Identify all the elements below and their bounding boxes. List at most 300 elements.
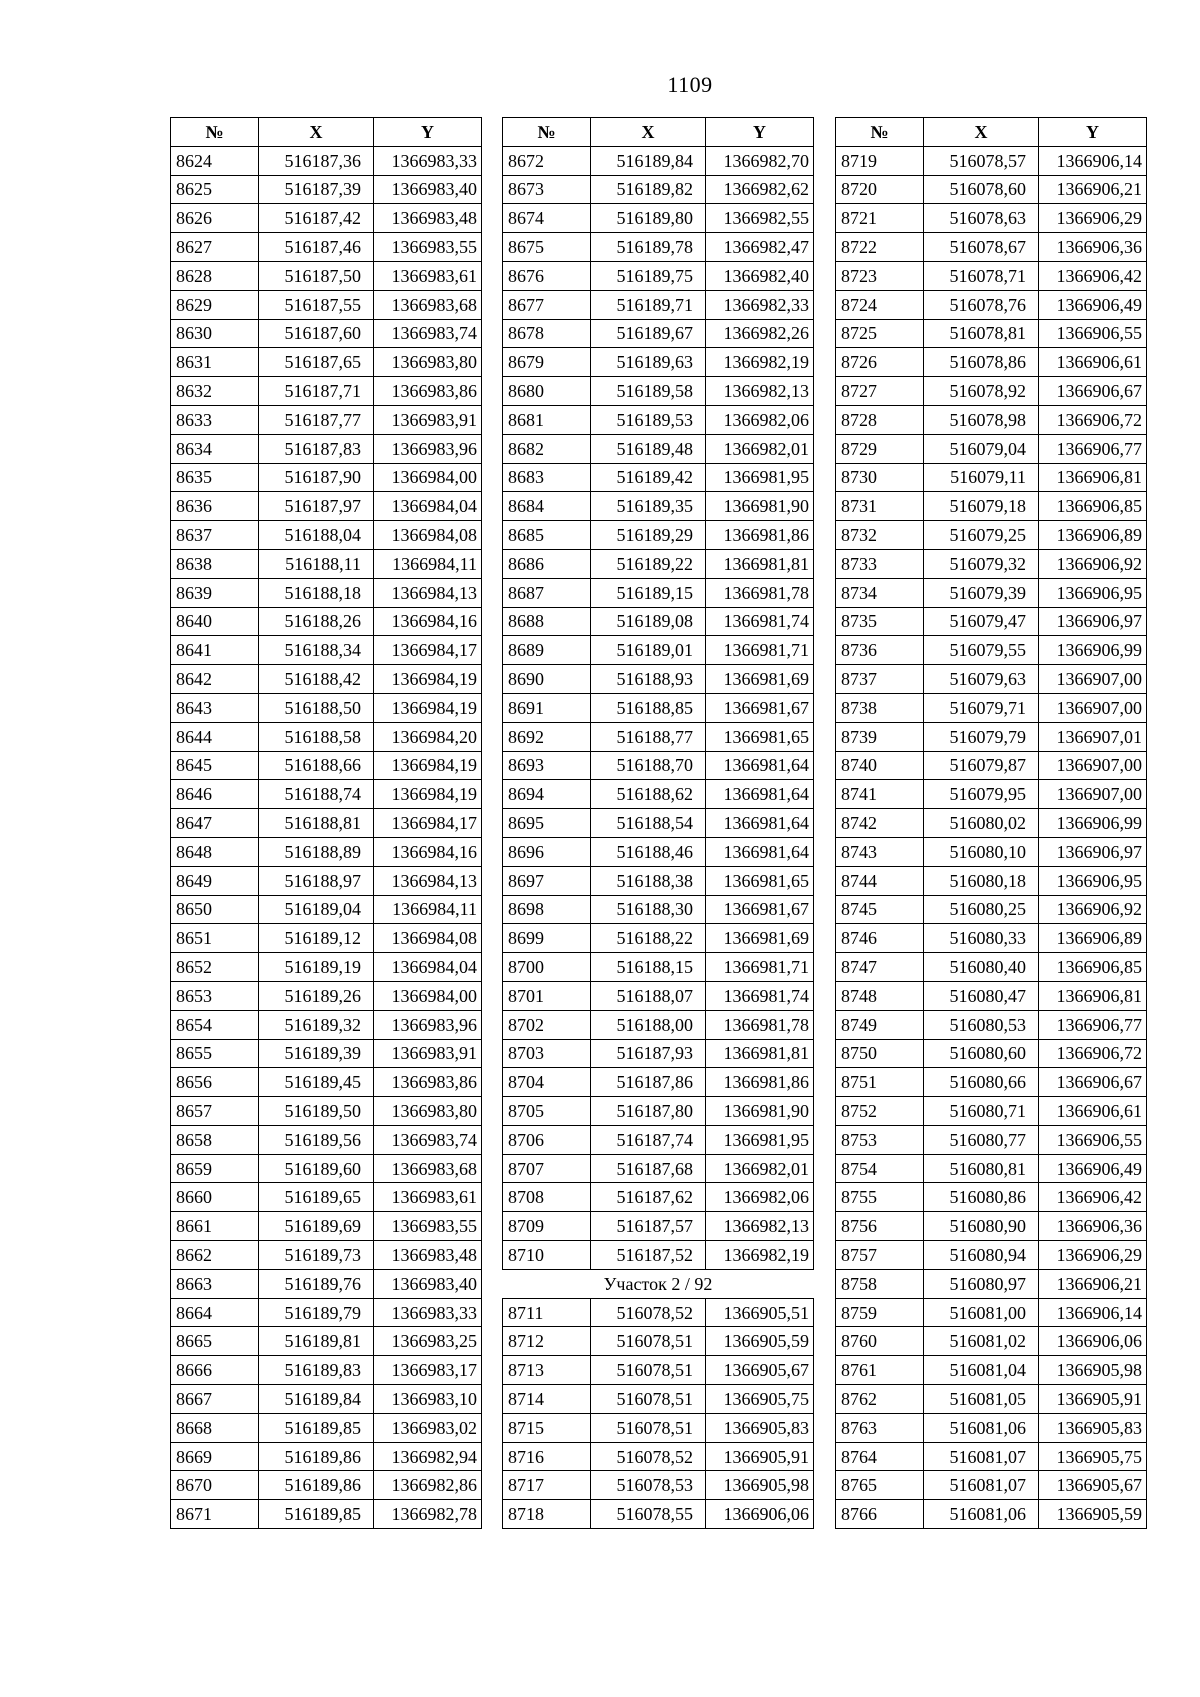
x-coordinate-cell: 516187,55 bbox=[259, 290, 374, 319]
header-x: X bbox=[924, 118, 1039, 147]
point-number-cell: 8633 bbox=[171, 405, 259, 434]
y-coordinate-cell: 1366906,85 bbox=[1039, 492, 1147, 521]
x-coordinate-cell: 516188,38 bbox=[591, 866, 706, 895]
y-coordinate-cell: 1366906,95 bbox=[1039, 578, 1147, 607]
table-row bbox=[171, 780, 482, 809]
table-row bbox=[503, 521, 814, 550]
y-coordinate-cell: 1366906,61 bbox=[1039, 1097, 1147, 1126]
y-coordinate-cell: 1366983,68 bbox=[374, 290, 482, 319]
point-number-cell: 8699 bbox=[503, 924, 591, 953]
point-number-cell: 8644 bbox=[171, 722, 259, 751]
x-coordinate-cell: 516189,86 bbox=[259, 1442, 374, 1471]
table-row bbox=[171, 1241, 482, 1270]
table-row bbox=[836, 146, 1147, 175]
y-coordinate-cell: 1366984,11 bbox=[374, 549, 482, 578]
y-coordinate-cell: 1366981,95 bbox=[706, 463, 814, 492]
y-coordinate-cell: 1366981,71 bbox=[706, 953, 814, 982]
table-row bbox=[836, 434, 1147, 463]
point-number-cell: 8732 bbox=[836, 521, 924, 550]
point-number-cell: 8727 bbox=[836, 377, 924, 406]
point-number-cell: 8729 bbox=[836, 434, 924, 463]
y-coordinate-cell: 1366983,96 bbox=[374, 434, 482, 463]
point-number-cell: 8629 bbox=[171, 290, 259, 319]
table-row bbox=[171, 665, 482, 694]
y-coordinate-cell: 1366906,85 bbox=[1039, 953, 1147, 982]
y-coordinate-cell: 1366982,94 bbox=[374, 1442, 482, 1471]
x-coordinate-cell: 516189,80 bbox=[591, 204, 706, 233]
y-coordinate-cell: 1366906,89 bbox=[1039, 924, 1147, 953]
y-coordinate-cell: 1366906,92 bbox=[1039, 895, 1147, 924]
point-number-cell: 8632 bbox=[171, 377, 259, 406]
table-row bbox=[836, 895, 1147, 924]
table-row bbox=[171, 1068, 482, 1097]
point-number-cell: 8726 bbox=[836, 348, 924, 377]
point-number-cell: 8625 bbox=[171, 175, 259, 204]
table-row bbox=[171, 405, 482, 434]
y-coordinate-cell: 1366981,64 bbox=[706, 751, 814, 780]
x-coordinate-cell: 516189,48 bbox=[591, 434, 706, 463]
y-coordinate-cell: 1366984,19 bbox=[374, 780, 482, 809]
table-row bbox=[836, 866, 1147, 895]
table-row bbox=[836, 1154, 1147, 1183]
header-y: Y bbox=[1039, 118, 1147, 147]
y-coordinate-cell: 1366984,08 bbox=[374, 924, 482, 953]
x-coordinate-cell: 516078,51 bbox=[591, 1327, 706, 1356]
point-number-cell: 8651 bbox=[171, 924, 259, 953]
table-row bbox=[503, 348, 814, 377]
point-number-cell: 8760 bbox=[836, 1327, 924, 1356]
point-number-cell: 8749 bbox=[836, 1010, 924, 1039]
y-coordinate-cell: 1366981,95 bbox=[706, 1125, 814, 1154]
y-coordinate-cell: 1366906,36 bbox=[1039, 1212, 1147, 1241]
x-coordinate-cell: 516189,12 bbox=[259, 924, 374, 953]
y-coordinate-cell: 1366983,40 bbox=[374, 175, 482, 204]
table-row bbox=[503, 981, 814, 1010]
y-coordinate-cell: 1366981,81 bbox=[706, 1039, 814, 1068]
x-coordinate-cell: 516188,15 bbox=[591, 953, 706, 982]
table-row bbox=[836, 405, 1147, 434]
table-row bbox=[171, 521, 482, 550]
table-row bbox=[836, 204, 1147, 233]
point-number-cell: 8628 bbox=[171, 261, 259, 290]
x-coordinate-cell: 516187,52 bbox=[591, 1241, 706, 1270]
x-coordinate-cell: 516080,25 bbox=[924, 895, 1039, 924]
table-row bbox=[836, 319, 1147, 348]
table-row bbox=[171, 1010, 482, 1039]
y-coordinate-cell: 1366984,19 bbox=[374, 751, 482, 780]
y-coordinate-cell: 1366906,77 bbox=[1039, 1010, 1147, 1039]
y-coordinate-cell: 1366906,21 bbox=[1039, 1269, 1147, 1298]
y-coordinate-cell: 1366906,97 bbox=[1039, 607, 1147, 636]
x-coordinate-cell: 516189,53 bbox=[591, 405, 706, 434]
x-coordinate-cell: 516188,97 bbox=[259, 866, 374, 895]
table-row bbox=[503, 866, 814, 895]
point-number-cell: 8712 bbox=[503, 1327, 591, 1356]
x-coordinate-cell: 516189,32 bbox=[259, 1010, 374, 1039]
coordinates-table-1 bbox=[170, 117, 482, 1529]
point-number-cell: 8730 bbox=[836, 463, 924, 492]
point-number-cell: 8673 bbox=[503, 175, 591, 204]
point-number-cell: 8624 bbox=[171, 146, 259, 175]
table-row bbox=[503, 837, 814, 866]
table-row bbox=[171, 290, 482, 319]
header-y: Y bbox=[706, 118, 814, 147]
table-row bbox=[503, 1039, 814, 1068]
table-row bbox=[503, 1327, 814, 1356]
table-header-row bbox=[503, 118, 814, 147]
x-coordinate-cell: 516189,85 bbox=[259, 1413, 374, 1442]
x-coordinate-cell: 516189,85 bbox=[259, 1500, 374, 1529]
point-number-cell: 8680 bbox=[503, 377, 591, 406]
y-coordinate-cell: 1366907,00 bbox=[1039, 665, 1147, 694]
point-number-cell: 8711 bbox=[503, 1298, 591, 1327]
point-number-cell: 8747 bbox=[836, 953, 924, 982]
y-coordinate-cell: 1366983,40 bbox=[374, 1269, 482, 1298]
x-coordinate-cell: 516081,06 bbox=[924, 1500, 1039, 1529]
y-coordinate-cell: 1366906,42 bbox=[1039, 1183, 1147, 1212]
y-coordinate-cell: 1366983,80 bbox=[374, 1097, 482, 1126]
y-coordinate-cell: 1366907,01 bbox=[1039, 722, 1147, 751]
x-coordinate-cell: 516078,76 bbox=[924, 290, 1039, 319]
x-coordinate-cell: 516080,71 bbox=[924, 1097, 1039, 1126]
point-number-cell: 8685 bbox=[503, 521, 591, 550]
y-coordinate-cell: 1366983,91 bbox=[374, 405, 482, 434]
table-row bbox=[171, 1442, 482, 1471]
x-coordinate-cell: 516188,11 bbox=[259, 549, 374, 578]
x-coordinate-cell: 516078,63 bbox=[924, 204, 1039, 233]
point-number-cell: 8693 bbox=[503, 751, 591, 780]
y-coordinate-cell: 1366982,33 bbox=[706, 290, 814, 319]
page-number: 1109 bbox=[667, 72, 713, 97]
x-coordinate-cell: 516188,46 bbox=[591, 837, 706, 866]
table-row bbox=[836, 1298, 1147, 1327]
table-row bbox=[836, 1269, 1147, 1298]
table-row bbox=[836, 1183, 1147, 1212]
y-coordinate-cell: 1366982,62 bbox=[706, 175, 814, 204]
point-number-cell: 8695 bbox=[503, 809, 591, 838]
y-coordinate-cell: 1366984,16 bbox=[374, 607, 482, 636]
table-row bbox=[836, 290, 1147, 319]
y-coordinate-cell: 1366906,29 bbox=[1039, 204, 1147, 233]
point-number-cell: 8733 bbox=[836, 549, 924, 578]
x-coordinate-cell: 516078,51 bbox=[591, 1385, 706, 1414]
y-coordinate-cell: 1366983,55 bbox=[374, 233, 482, 262]
table-row bbox=[171, 434, 482, 463]
x-coordinate-cell: 516189,69 bbox=[259, 1212, 374, 1241]
x-coordinate-cell: 516080,18 bbox=[924, 866, 1039, 895]
y-coordinate-cell: 1366906,81 bbox=[1039, 463, 1147, 492]
y-coordinate-cell: 1366906,99 bbox=[1039, 636, 1147, 665]
table-row bbox=[171, 1154, 482, 1183]
table-row bbox=[836, 492, 1147, 521]
point-number-cell: 8643 bbox=[171, 693, 259, 722]
x-coordinate-cell: 516081,07 bbox=[924, 1442, 1039, 1471]
y-coordinate-cell: 1366906,42 bbox=[1039, 261, 1147, 290]
y-coordinate-cell: 1366984,19 bbox=[374, 693, 482, 722]
table-row bbox=[171, 1471, 482, 1500]
point-number-cell: 8750 bbox=[836, 1039, 924, 1068]
x-coordinate-cell: 516080,77 bbox=[924, 1125, 1039, 1154]
y-coordinate-cell: 1366981,69 bbox=[706, 924, 814, 953]
table-row bbox=[171, 377, 482, 406]
y-coordinate-cell: 1366982,78 bbox=[374, 1500, 482, 1529]
x-coordinate-cell: 516188,00 bbox=[591, 1010, 706, 1039]
point-number-cell: 8740 bbox=[836, 751, 924, 780]
x-coordinate-cell: 516080,94 bbox=[924, 1241, 1039, 1270]
y-coordinate-cell: 1366906,21 bbox=[1039, 175, 1147, 204]
point-number-cell: 8698 bbox=[503, 895, 591, 924]
x-coordinate-cell: 516079,87 bbox=[924, 751, 1039, 780]
point-number-cell: 8759 bbox=[836, 1298, 924, 1327]
x-coordinate-cell: 516080,47 bbox=[924, 981, 1039, 1010]
y-coordinate-cell: 1366905,51 bbox=[706, 1298, 814, 1327]
x-coordinate-cell: 516189,73 bbox=[259, 1241, 374, 1270]
y-coordinate-cell: 1366982,47 bbox=[706, 233, 814, 262]
point-number-cell: 8667 bbox=[171, 1385, 259, 1414]
point-number-cell: 8702 bbox=[503, 1010, 591, 1039]
y-coordinate-cell: 1366905,83 bbox=[706, 1413, 814, 1442]
y-coordinate-cell: 1366983,91 bbox=[374, 1039, 482, 1068]
point-number-cell: 8709 bbox=[503, 1212, 591, 1241]
y-coordinate-cell: 1366984,19 bbox=[374, 665, 482, 694]
point-number-cell: 8675 bbox=[503, 233, 591, 262]
y-coordinate-cell: 1366906,95 bbox=[1039, 866, 1147, 895]
y-coordinate-cell: 1366906,77 bbox=[1039, 434, 1147, 463]
x-coordinate-cell: 516188,18 bbox=[259, 578, 374, 607]
point-number-cell: 8659 bbox=[171, 1154, 259, 1183]
point-number-cell: 8757 bbox=[836, 1241, 924, 1270]
x-coordinate-cell: 516079,79 bbox=[924, 722, 1039, 751]
y-coordinate-cell: 1366982,19 bbox=[706, 1241, 814, 1270]
x-coordinate-cell: 516188,54 bbox=[591, 809, 706, 838]
y-coordinate-cell: 1366983,48 bbox=[374, 204, 482, 233]
x-coordinate-cell: 516079,32 bbox=[924, 549, 1039, 578]
y-coordinate-cell: 1366981,65 bbox=[706, 722, 814, 751]
table-row bbox=[836, 463, 1147, 492]
x-coordinate-cell: 516188,66 bbox=[259, 751, 374, 780]
table-row bbox=[503, 1183, 814, 1212]
table-row bbox=[836, 549, 1147, 578]
x-coordinate-cell: 516080,10 bbox=[924, 837, 1039, 866]
point-number-cell: 8690 bbox=[503, 665, 591, 694]
x-coordinate-cell: 516189,71 bbox=[591, 290, 706, 319]
point-number-cell: 8654 bbox=[171, 1010, 259, 1039]
x-coordinate-cell: 516187,62 bbox=[591, 1183, 706, 1212]
y-coordinate-cell: 1366906,29 bbox=[1039, 1241, 1147, 1270]
table-row bbox=[171, 607, 482, 636]
x-coordinate-cell: 516078,92 bbox=[924, 377, 1039, 406]
table-row bbox=[171, 953, 482, 982]
point-number-cell: 8704 bbox=[503, 1068, 591, 1097]
y-coordinate-cell: 1366981,78 bbox=[706, 578, 814, 607]
y-coordinate-cell: 1366983,61 bbox=[374, 1183, 482, 1212]
x-coordinate-cell: 516078,98 bbox=[924, 405, 1039, 434]
x-coordinate-cell: 516187,42 bbox=[259, 204, 374, 233]
x-coordinate-cell: 516079,71 bbox=[924, 693, 1039, 722]
table-row bbox=[171, 1385, 482, 1414]
table-row bbox=[836, 780, 1147, 809]
table-row bbox=[836, 693, 1147, 722]
y-coordinate-cell: 1366982,19 bbox=[706, 348, 814, 377]
point-number-cell: 8666 bbox=[171, 1356, 259, 1385]
point-number-cell: 8700 bbox=[503, 953, 591, 982]
x-coordinate-cell: 516189,26 bbox=[259, 981, 374, 1010]
x-coordinate-cell: 516189,50 bbox=[259, 1097, 374, 1126]
y-coordinate-cell: 1366983,17 bbox=[374, 1356, 482, 1385]
table-row bbox=[503, 204, 814, 233]
point-number-cell: 8762 bbox=[836, 1385, 924, 1414]
x-coordinate-cell: 516189,22 bbox=[591, 549, 706, 578]
point-number-cell: 8755 bbox=[836, 1183, 924, 1212]
table-row bbox=[171, 1183, 482, 1212]
table-row bbox=[503, 809, 814, 838]
y-coordinate-cell: 1366982,01 bbox=[706, 1154, 814, 1183]
table-row bbox=[503, 146, 814, 175]
table-row bbox=[836, 809, 1147, 838]
point-number-cell: 8713 bbox=[503, 1356, 591, 1385]
table-row bbox=[171, 981, 482, 1010]
x-coordinate-cell: 516189,45 bbox=[259, 1068, 374, 1097]
x-coordinate-cell: 516187,46 bbox=[259, 233, 374, 262]
point-number-cell: 8731 bbox=[836, 492, 924, 521]
y-coordinate-cell: 1366981,67 bbox=[706, 895, 814, 924]
table-row bbox=[503, 1413, 814, 1442]
point-number-cell: 8639 bbox=[171, 578, 259, 607]
point-number-cell: 8748 bbox=[836, 981, 924, 1010]
x-coordinate-cell: 516189,76 bbox=[259, 1269, 374, 1298]
x-coordinate-cell: 516081,04 bbox=[924, 1356, 1039, 1385]
point-number-cell: 8676 bbox=[503, 261, 591, 290]
table-row bbox=[503, 377, 814, 406]
y-coordinate-cell: 1366981,74 bbox=[706, 607, 814, 636]
point-number-cell: 8735 bbox=[836, 607, 924, 636]
table-row bbox=[171, 204, 482, 233]
table-row bbox=[836, 1010, 1147, 1039]
y-coordinate-cell: 1366984,00 bbox=[374, 463, 482, 492]
x-coordinate-cell: 516079,47 bbox=[924, 607, 1039, 636]
x-coordinate-cell: 516189,39 bbox=[259, 1039, 374, 1068]
table-row bbox=[171, 261, 482, 290]
x-coordinate-cell: 516188,04 bbox=[259, 521, 374, 550]
point-number-cell: 8703 bbox=[503, 1039, 591, 1068]
point-number-cell: 8630 bbox=[171, 319, 259, 348]
point-number-cell: 8687 bbox=[503, 578, 591, 607]
table-row bbox=[171, 722, 482, 751]
x-coordinate-cell: 516187,39 bbox=[259, 175, 374, 204]
x-coordinate-cell: 516188,74 bbox=[259, 780, 374, 809]
y-coordinate-cell: 1366905,75 bbox=[1039, 1442, 1147, 1471]
y-coordinate-cell: 1366905,91 bbox=[1039, 1385, 1147, 1414]
point-number-cell: 8660 bbox=[171, 1183, 259, 1212]
point-number-cell: 8658 bbox=[171, 1125, 259, 1154]
y-coordinate-cell: 1366906,14 bbox=[1039, 1298, 1147, 1327]
x-coordinate-cell: 516187,71 bbox=[259, 377, 374, 406]
point-number-cell: 8707 bbox=[503, 1154, 591, 1183]
y-coordinate-cell: 1366906,14 bbox=[1039, 146, 1147, 175]
y-coordinate-cell: 1366906,72 bbox=[1039, 405, 1147, 434]
x-coordinate-cell: 516078,57 bbox=[924, 146, 1039, 175]
table-row bbox=[503, 1241, 814, 1270]
point-number-cell: 8688 bbox=[503, 607, 591, 636]
y-coordinate-cell: 1366906,49 bbox=[1039, 290, 1147, 319]
table-row bbox=[503, 665, 814, 694]
table-row bbox=[836, 175, 1147, 204]
point-number-cell: 8764 bbox=[836, 1442, 924, 1471]
y-coordinate-cell: 1366981,71 bbox=[706, 636, 814, 665]
table-row bbox=[836, 1327, 1147, 1356]
y-coordinate-cell: 1366983,96 bbox=[374, 1010, 482, 1039]
x-coordinate-cell: 516189,19 bbox=[259, 953, 374, 982]
x-coordinate-cell: 516189,56 bbox=[259, 1125, 374, 1154]
x-coordinate-cell: 516189,84 bbox=[591, 146, 706, 175]
table-row bbox=[503, 578, 814, 607]
point-number-cell: 8718 bbox=[503, 1500, 591, 1529]
x-coordinate-cell: 516189,75 bbox=[591, 261, 706, 290]
table-row bbox=[836, 981, 1147, 1010]
point-number-cell: 8626 bbox=[171, 204, 259, 233]
table-row bbox=[503, 924, 814, 953]
table-header-row bbox=[836, 118, 1147, 147]
y-coordinate-cell: 1366981,90 bbox=[706, 1097, 814, 1126]
x-coordinate-cell: 516079,04 bbox=[924, 434, 1039, 463]
point-number-cell: 8652 bbox=[171, 953, 259, 982]
point-number-cell: 8681 bbox=[503, 405, 591, 434]
table-row bbox=[836, 233, 1147, 262]
table-row bbox=[503, 1442, 814, 1471]
table-row bbox=[171, 319, 482, 348]
x-coordinate-cell: 516187,77 bbox=[259, 405, 374, 434]
table-row bbox=[503, 1010, 814, 1039]
x-coordinate-cell: 516079,95 bbox=[924, 780, 1039, 809]
y-coordinate-cell: 1366905,67 bbox=[706, 1356, 814, 1385]
x-coordinate-cell: 516187,50 bbox=[259, 261, 374, 290]
point-number-cell: 8646 bbox=[171, 780, 259, 809]
y-coordinate-cell: 1366982,01 bbox=[706, 434, 814, 463]
point-number-cell: 8637 bbox=[171, 521, 259, 550]
y-coordinate-cell: 1366905,98 bbox=[1039, 1356, 1147, 1385]
point-number-cell: 8661 bbox=[171, 1212, 259, 1241]
y-coordinate-cell: 1366906,67 bbox=[1039, 377, 1147, 406]
y-coordinate-cell: 1366983,74 bbox=[374, 1125, 482, 1154]
y-coordinate-cell: 1366984,11 bbox=[374, 895, 482, 924]
point-number-cell: 8761 bbox=[836, 1356, 924, 1385]
x-coordinate-cell: 516189,29 bbox=[591, 521, 706, 550]
header-number: № bbox=[171, 118, 259, 147]
table-row bbox=[171, 1327, 482, 1356]
y-coordinate-cell: 1366905,59 bbox=[706, 1327, 814, 1356]
x-coordinate-cell: 516187,57 bbox=[591, 1212, 706, 1241]
x-coordinate-cell: 516078,52 bbox=[591, 1442, 706, 1471]
point-number-cell: 8682 bbox=[503, 434, 591, 463]
table-row bbox=[171, 693, 482, 722]
table-row bbox=[836, 521, 1147, 550]
table-row bbox=[503, 953, 814, 982]
point-number-cell: 8636 bbox=[171, 492, 259, 521]
y-coordinate-cell: 1366982,13 bbox=[706, 1212, 814, 1241]
y-coordinate-cell: 1366983,10 bbox=[374, 1385, 482, 1414]
table-row bbox=[171, 492, 482, 521]
table-row bbox=[836, 665, 1147, 694]
point-number-cell: 8708 bbox=[503, 1183, 591, 1212]
x-coordinate-cell: 516188,62 bbox=[591, 780, 706, 809]
header-number: № bbox=[503, 118, 591, 147]
table-row bbox=[836, 1471, 1147, 1500]
table-row bbox=[836, 953, 1147, 982]
x-coordinate-cell: 516189,60 bbox=[259, 1154, 374, 1183]
y-coordinate-cell: 1366905,67 bbox=[1039, 1471, 1147, 1500]
y-coordinate-cell: 1366905,59 bbox=[1039, 1500, 1147, 1529]
x-coordinate-cell: 516187,80 bbox=[591, 1097, 706, 1126]
